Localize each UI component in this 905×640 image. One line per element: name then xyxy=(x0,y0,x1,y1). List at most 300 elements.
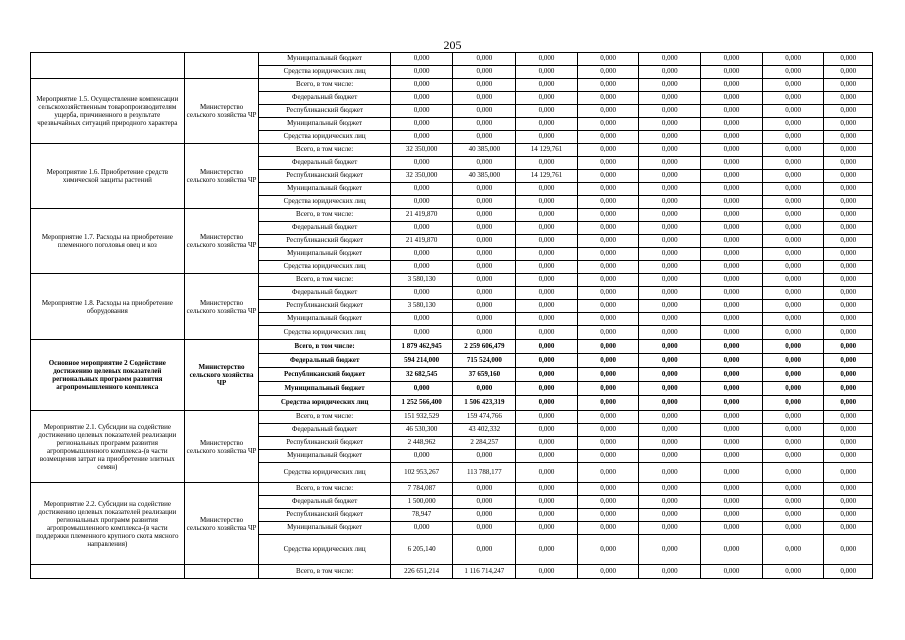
amount-cell: 0,000 xyxy=(762,382,824,396)
amount-cell: 0,000 xyxy=(516,463,578,483)
amount-cell: 0,000 xyxy=(824,326,873,340)
amount-cell: 0,000 xyxy=(824,66,873,79)
amount-cell: 0,000 xyxy=(577,565,639,579)
funding-source-cell: Муниципальный бюджет xyxy=(259,183,390,196)
amount-cell: 0,000 xyxy=(701,66,763,79)
amount-cell: 0,000 xyxy=(762,261,824,274)
amount-cell: 0,000 xyxy=(824,53,873,66)
amount-cell: 0,000 xyxy=(639,483,701,496)
funding-source-cell: Муниципальный бюджет xyxy=(259,313,390,326)
amount-cell: 0,000 xyxy=(824,209,873,222)
event-name-cell: Мероприятие 1.5. Осуществление компенсации сельскохозяйственным товаропроизводителям ущерба, причиненного в результате чрезвычайных ситуаций природного характера xyxy=(31,79,185,144)
amount-cell: 0,000 xyxy=(577,300,639,313)
amount-cell: 0,000 xyxy=(639,300,701,313)
page-number: 205 xyxy=(443,38,462,52)
amount-cell: 32 682,545 xyxy=(390,368,453,382)
ministry-cell xyxy=(184,565,259,579)
amount-cell: 0,000 xyxy=(577,144,639,157)
amount-cell: 0,000 xyxy=(762,463,824,483)
ministry-cell: Министерство сельского хозяйства ЧР xyxy=(184,79,259,144)
amount-cell: 0,000 xyxy=(701,437,763,450)
amount-cell: 0,000 xyxy=(639,509,701,522)
amount-cell: 0,000 xyxy=(390,522,453,535)
amount-cell: 0,000 xyxy=(516,565,578,579)
amount-cell: 0,000 xyxy=(453,483,516,496)
funding-source-cell: Средства юридических лиц xyxy=(259,131,390,144)
funding-source-cell: Муниципальный бюджет xyxy=(259,450,390,463)
amount-cell: 594 214,000 xyxy=(390,354,453,368)
amount-cell: 6 205,140 xyxy=(390,535,453,565)
amount-cell: 0,000 xyxy=(762,483,824,496)
amount-cell: 0,000 xyxy=(762,411,824,424)
amount-cell: 0,000 xyxy=(577,411,639,424)
event-name-cell xyxy=(31,565,185,579)
amount-cell: 0,000 xyxy=(453,450,516,463)
amount-cell: 0,000 xyxy=(701,144,763,157)
amount-cell: 0,000 xyxy=(824,248,873,261)
amount-cell: 1 506 423,319 xyxy=(453,396,516,411)
funding-source-cell: Федеральный бюджет xyxy=(259,157,390,170)
amount-cell: 32 350,000 xyxy=(390,170,453,183)
amount-cell: 0,000 xyxy=(453,522,516,535)
amount-cell: 0,000 xyxy=(639,53,701,66)
amount-cell: 0,000 xyxy=(516,183,578,196)
amount-cell: 0,000 xyxy=(577,209,639,222)
amount-cell: 1 500,000 xyxy=(390,496,453,509)
amount-cell: 14 129,761 xyxy=(516,170,578,183)
amount-cell: 0,000 xyxy=(577,522,639,535)
amount-cell: 0,000 xyxy=(390,261,453,274)
amount-cell: 0,000 xyxy=(453,235,516,248)
amount-cell: 0,000 xyxy=(577,340,639,354)
amount-cell: 37 659,160 xyxy=(453,368,516,382)
amount-cell: 0,000 xyxy=(762,92,824,105)
amount-cell: 0,000 xyxy=(453,79,516,92)
amount-cell: 0,000 xyxy=(762,144,824,157)
funding-source-cell: Всего, в том числе: xyxy=(259,483,390,496)
amount-cell: 2 448,962 xyxy=(390,437,453,450)
amount-cell: 0,000 xyxy=(390,450,453,463)
amount-cell: 0,000 xyxy=(516,105,578,118)
amount-cell: 0,000 xyxy=(762,235,824,248)
amount-cell: 0,000 xyxy=(824,450,873,463)
funding-source-cell: Всего, в том числе: xyxy=(259,565,390,579)
amount-cell: 0,000 xyxy=(516,437,578,450)
amount-cell: 0,000 xyxy=(390,53,453,66)
amount-cell: 0,000 xyxy=(516,92,578,105)
amount-cell: 0,000 xyxy=(824,235,873,248)
amount-cell: 0,000 xyxy=(701,463,763,483)
amount-cell: 0,000 xyxy=(453,118,516,131)
event-name-cell: Мероприятие 2.1. Субсидии на содействие достижению целевых показателей реализации региональных программ развития агропромышленного комплекса-(в части возмещения затрат на приобретение элитных семян) xyxy=(31,411,185,483)
amount-cell: 0,000 xyxy=(516,424,578,437)
amount-cell: 0,000 xyxy=(516,300,578,313)
funding-source-cell: Федеральный бюджет xyxy=(259,496,390,509)
amount-cell: 0,000 xyxy=(824,183,873,196)
amount-cell: 0,000 xyxy=(762,196,824,209)
amount-cell: 0,000 xyxy=(762,222,824,235)
amount-cell: 0,000 xyxy=(390,287,453,300)
amount-cell: 32 350,000 xyxy=(390,144,453,157)
amount-cell: 0,000 xyxy=(577,79,639,92)
amount-cell: 0,000 xyxy=(390,326,453,340)
budget-table xyxy=(30,52,873,579)
amount-cell: 0,000 xyxy=(516,382,578,396)
amount-cell: 0,000 xyxy=(824,522,873,535)
amount-cell: 0,000 xyxy=(639,157,701,170)
amount-cell: 0,000 xyxy=(639,118,701,131)
amount-cell: 0,000 xyxy=(516,274,578,287)
amount-cell: 0,000 xyxy=(762,396,824,411)
table-row xyxy=(31,340,873,354)
table-row xyxy=(31,565,873,579)
amount-cell: 0,000 xyxy=(516,261,578,274)
amount-cell: 0,000 xyxy=(639,92,701,105)
funding-source-cell: Республиканский бюджет xyxy=(259,368,390,382)
amount-cell: 0,000 xyxy=(701,300,763,313)
amount-cell: 0,000 xyxy=(516,368,578,382)
amount-cell: 0,000 xyxy=(577,535,639,565)
amount-cell: 151 932,529 xyxy=(390,411,453,424)
amount-cell: 226 651,214 xyxy=(390,565,453,579)
amount-cell: 0,000 xyxy=(516,340,578,354)
amount-cell: 0,000 xyxy=(639,535,701,565)
amount-cell: 0,000 xyxy=(824,496,873,509)
amount-cell: 0,000 xyxy=(762,157,824,170)
event-name-cell: Мероприятие 2.2. Субсидии на содействие достижению целевых показателей реализации региональных программ развития агропромышленного комплекса-(в части поддержки племенного крупного скота мясного направления) xyxy=(31,483,185,565)
amount-cell: 21 419,870 xyxy=(390,235,453,248)
amount-cell: 0,000 xyxy=(577,509,639,522)
amount-cell: 0,000 xyxy=(639,209,701,222)
amount-cell: 0,000 xyxy=(701,354,763,368)
amount-cell: 0,000 xyxy=(577,287,639,300)
amount-cell: 40 385,000 xyxy=(453,144,516,157)
amount-cell: 2 259 606,479 xyxy=(453,340,516,354)
amount-cell: 102 953,267 xyxy=(390,463,453,483)
amount-cell: 43 402,332 xyxy=(453,424,516,437)
amount-cell: 0,000 xyxy=(639,565,701,579)
amount-cell: 14 129,761 xyxy=(516,144,578,157)
amount-cell: 0,000 xyxy=(639,340,701,354)
funding-source-cell: Республиканский бюджет xyxy=(259,170,390,183)
amount-cell: 0,000 xyxy=(639,463,701,483)
amount-cell: 0,000 xyxy=(762,354,824,368)
amount-cell: 0,000 xyxy=(516,509,578,522)
amount-cell: 0,000 xyxy=(639,131,701,144)
amount-cell: 0,000 xyxy=(701,105,763,118)
amount-cell: 0,000 xyxy=(701,157,763,170)
funding-source-cell: Средства юридических лиц xyxy=(259,535,390,565)
amount-cell: 113 788,177 xyxy=(453,463,516,483)
amount-cell: 0,000 xyxy=(824,92,873,105)
funding-source-cell: Федеральный бюджет xyxy=(259,424,390,437)
amount-cell: 0,000 xyxy=(701,535,763,565)
amount-cell: 0,000 xyxy=(639,287,701,300)
ministry-cell: Министерство сельского хозяйства ЧР xyxy=(184,340,259,411)
ministry-cell: Министерство сельского хозяйства ЧР xyxy=(184,274,259,340)
amount-cell: 0,000 xyxy=(824,368,873,382)
funding-source-cell: Федеральный бюджет xyxy=(259,92,390,105)
funding-source-cell: Средства юридических лиц xyxy=(259,196,390,209)
amount-cell: 0,000 xyxy=(639,248,701,261)
funding-source-cell: Республиканский бюджет xyxy=(259,235,390,248)
amount-cell: 0,000 xyxy=(824,565,873,579)
amount-cell: 0,000 xyxy=(453,496,516,509)
amount-cell: 0,000 xyxy=(453,287,516,300)
amount-cell: 0,000 xyxy=(824,382,873,396)
amount-cell: 0,000 xyxy=(824,118,873,131)
amount-cell: 0,000 xyxy=(762,248,824,261)
table-row xyxy=(31,274,873,287)
funding-source-cell: Республиканский бюджет xyxy=(259,509,390,522)
amount-cell: 0,000 xyxy=(762,118,824,131)
amount-cell: 0,000 xyxy=(516,396,578,411)
amount-cell: 0,000 xyxy=(762,274,824,287)
amount-cell: 0,000 xyxy=(701,313,763,326)
amount-cell: 0,000 xyxy=(701,340,763,354)
amount-cell: 0,000 xyxy=(639,411,701,424)
amount-cell: 0,000 xyxy=(577,53,639,66)
amount-cell: 0,000 xyxy=(701,53,763,66)
event-name-cell: Основное мероприятие 2 Содействие достижению целевых показателей региональных программ развития агропромышленного комплекса xyxy=(31,340,185,411)
amount-cell: 0,000 xyxy=(639,235,701,248)
table-row xyxy=(31,79,873,92)
amount-cell: 0,000 xyxy=(390,66,453,79)
amount-cell: 0,000 xyxy=(453,248,516,261)
amount-cell: 0,000 xyxy=(639,274,701,287)
event-name-cell xyxy=(31,53,185,79)
amount-cell: 0,000 xyxy=(762,209,824,222)
amount-cell: 0,000 xyxy=(824,300,873,313)
ministry-cell xyxy=(184,53,259,79)
amount-cell: 0,000 xyxy=(639,79,701,92)
amount-cell: 0,000 xyxy=(701,326,763,340)
amount-cell: 0,000 xyxy=(577,196,639,209)
funding-source-cell: Всего, в том числе: xyxy=(259,340,390,354)
funding-source-cell: Республиканский бюджет xyxy=(259,105,390,118)
amount-cell: 0,000 xyxy=(639,522,701,535)
amount-cell: 0,000 xyxy=(577,222,639,235)
amount-cell: 0,000 xyxy=(577,66,639,79)
amount-cell: 0,000 xyxy=(824,313,873,326)
amount-cell: 0,000 xyxy=(516,450,578,463)
amount-cell: 0,000 xyxy=(824,287,873,300)
ministry-cell: Министерство сельского хозяйства ЧР xyxy=(184,483,259,565)
funding-source-cell: Муниципальный бюджет xyxy=(259,118,390,131)
amount-cell: 0,000 xyxy=(453,326,516,340)
funding-source-cell: Всего, в том числе: xyxy=(259,79,390,92)
amount-cell: 0,000 xyxy=(762,437,824,450)
amount-cell: 0,000 xyxy=(701,424,763,437)
amount-cell: 0,000 xyxy=(453,209,516,222)
amount-cell: 0,000 xyxy=(390,313,453,326)
funding-source-cell: Средства юридических лиц xyxy=(259,261,390,274)
funding-source-cell: Муниципальный бюджет xyxy=(259,382,390,396)
amount-cell: 0,000 xyxy=(516,248,578,261)
funding-source-cell: Всего, в том числе: xyxy=(259,209,390,222)
amount-cell: 0,000 xyxy=(453,274,516,287)
amount-cell: 0,000 xyxy=(701,396,763,411)
amount-cell: 0,000 xyxy=(762,496,824,509)
amount-cell: 1 252 566,400 xyxy=(390,396,453,411)
funding-source-cell: Всего, в том числе: xyxy=(259,274,390,287)
table-row xyxy=(31,209,873,222)
table-row xyxy=(31,411,873,424)
amount-cell: 0,000 xyxy=(639,170,701,183)
amount-cell: 0,000 xyxy=(701,183,763,196)
funding-source-cell: Республиканский бюджет xyxy=(259,300,390,313)
amount-cell: 0,000 xyxy=(516,496,578,509)
funding-source-cell: Средства юридических лиц xyxy=(259,463,390,483)
amount-cell: 0,000 xyxy=(824,483,873,496)
amount-cell: 0,000 xyxy=(453,261,516,274)
amount-cell: 0,000 xyxy=(577,437,639,450)
amount-cell: 0,000 xyxy=(639,354,701,368)
amount-cell: 0,000 xyxy=(639,183,701,196)
amount-cell: 0,000 xyxy=(453,53,516,66)
amount-cell: 0,000 xyxy=(577,396,639,411)
amount-cell: 0,000 xyxy=(762,105,824,118)
amount-cell: 40 385,000 xyxy=(453,170,516,183)
amount-cell: 0,000 xyxy=(762,313,824,326)
amount-cell: 0,000 xyxy=(701,287,763,300)
amount-cell: 0,000 xyxy=(824,535,873,565)
amount-cell: 0,000 xyxy=(453,131,516,144)
amount-cell: 0,000 xyxy=(701,92,763,105)
amount-cell: 0,000 xyxy=(577,261,639,274)
amount-cell: 0,000 xyxy=(762,183,824,196)
amount-cell: 0,000 xyxy=(639,105,701,118)
amount-cell: 0,000 xyxy=(824,79,873,92)
amount-cell: 0,000 xyxy=(390,248,453,261)
amount-cell: 159 474,766 xyxy=(453,411,516,424)
amount-cell: 0,000 xyxy=(824,144,873,157)
amount-cell: 0,000 xyxy=(824,396,873,411)
amount-cell: 0,000 xyxy=(639,496,701,509)
amount-cell: 0,000 xyxy=(824,131,873,144)
amount-cell: 0,000 xyxy=(516,535,578,565)
amount-cell: 0,000 xyxy=(824,170,873,183)
amount-cell: 0,000 xyxy=(701,565,763,579)
amount-cell: 0,000 xyxy=(516,313,578,326)
amount-cell: 0,000 xyxy=(639,437,701,450)
amount-cell: 0,000 xyxy=(453,66,516,79)
amount-cell: 0,000 xyxy=(639,368,701,382)
amount-cell: 0,000 xyxy=(453,222,516,235)
amount-cell: 0,000 xyxy=(577,248,639,261)
amount-cell: 0,000 xyxy=(453,92,516,105)
amount-cell: 0,000 xyxy=(701,170,763,183)
amount-cell: 0,000 xyxy=(701,274,763,287)
amount-cell: 0,000 xyxy=(516,222,578,235)
amount-cell: 1 116 714,247 xyxy=(453,565,516,579)
amount-cell: 0,000 xyxy=(762,300,824,313)
amount-cell: 0,000 xyxy=(701,235,763,248)
amount-cell: 0,000 xyxy=(701,368,763,382)
amount-cell: 0,000 xyxy=(390,196,453,209)
amount-cell: 0,000 xyxy=(824,437,873,450)
amount-cell: 0,000 xyxy=(824,222,873,235)
amount-cell: 0,000 xyxy=(516,354,578,368)
amount-cell: 0,000 xyxy=(762,79,824,92)
funding-source-cell: Муниципальный бюджет xyxy=(259,53,390,66)
table-row xyxy=(31,144,873,157)
amount-cell: 0,000 xyxy=(577,382,639,396)
amount-cell: 3 580,130 xyxy=(390,300,453,313)
ministry-cell: Министерство сельского хозяйства ЧР xyxy=(184,209,259,274)
funding-source-cell: Муниципальный бюджет xyxy=(259,522,390,535)
amount-cell: 0,000 xyxy=(701,248,763,261)
table-row xyxy=(31,483,873,496)
amount-cell: 21 419,870 xyxy=(390,209,453,222)
amount-cell: 0,000 xyxy=(516,118,578,131)
amount-cell: 0,000 xyxy=(390,105,453,118)
amount-cell: 0,000 xyxy=(762,170,824,183)
amount-cell: 0,000 xyxy=(639,66,701,79)
amount-cell: 0,000 xyxy=(453,196,516,209)
amount-cell: 0,000 xyxy=(577,463,639,483)
event-name-cell: Мероприятие 1.7. Расходы на приобретение племенного поголовья овец и коз xyxy=(31,209,185,274)
amount-cell: 0,000 xyxy=(390,183,453,196)
amount-cell: 0,000 xyxy=(762,450,824,463)
amount-cell: 0,000 xyxy=(824,157,873,170)
amount-cell: 0,000 xyxy=(639,382,701,396)
amount-cell: 0,000 xyxy=(577,183,639,196)
amount-cell: 0,000 xyxy=(762,368,824,382)
amount-cell: 0,000 xyxy=(516,326,578,340)
amount-cell: 0,000 xyxy=(701,79,763,92)
amount-cell: 0,000 xyxy=(762,326,824,340)
amount-cell: 0,000 xyxy=(701,118,763,131)
amount-cell: 0,000 xyxy=(577,92,639,105)
amount-cell: 0,000 xyxy=(577,354,639,368)
amount-cell: 0,000 xyxy=(762,53,824,66)
amount-cell: 0,000 xyxy=(639,424,701,437)
amount-cell: 0,000 xyxy=(762,424,824,437)
funding-source-cell: Республиканский бюджет xyxy=(259,437,390,450)
table-row xyxy=(31,53,873,66)
amount-cell: 0,000 xyxy=(824,509,873,522)
amount-cell: 0,000 xyxy=(577,326,639,340)
funding-source-cell: Средства юридических лиц xyxy=(259,326,390,340)
amount-cell: 0,000 xyxy=(639,326,701,340)
ministry-cell: Министерство сельского хозяйства ЧР xyxy=(184,411,259,483)
amount-cell: 0,000 xyxy=(701,131,763,144)
amount-cell: 0,000 xyxy=(701,209,763,222)
amount-cell: 0,000 xyxy=(762,509,824,522)
amount-cell: 3 580,130 xyxy=(390,274,453,287)
amount-cell: 0,000 xyxy=(824,411,873,424)
amount-cell: 0,000 xyxy=(701,450,763,463)
amount-cell: 0,000 xyxy=(390,222,453,235)
amount-cell: 0,000 xyxy=(824,424,873,437)
funding-source-cell: Федеральный бюджет xyxy=(259,287,390,300)
amount-cell: 0,000 xyxy=(516,483,578,496)
amount-cell: 0,000 xyxy=(762,287,824,300)
amount-cell: 0,000 xyxy=(577,450,639,463)
funding-source-cell: Муниципальный бюджет xyxy=(259,248,390,261)
amount-cell: 0,000 xyxy=(453,105,516,118)
amount-cell: 0,000 xyxy=(453,535,516,565)
amount-cell: 0,000 xyxy=(824,354,873,368)
amount-cell: 0,000 xyxy=(577,368,639,382)
amount-cell: 78,947 xyxy=(390,509,453,522)
amount-cell: 0,000 xyxy=(390,92,453,105)
amount-cell: 0,000 xyxy=(516,287,578,300)
amount-cell: 0,000 xyxy=(453,183,516,196)
funding-source-cell: Всего, в том числе: xyxy=(259,411,390,424)
amount-cell: 0,000 xyxy=(516,131,578,144)
